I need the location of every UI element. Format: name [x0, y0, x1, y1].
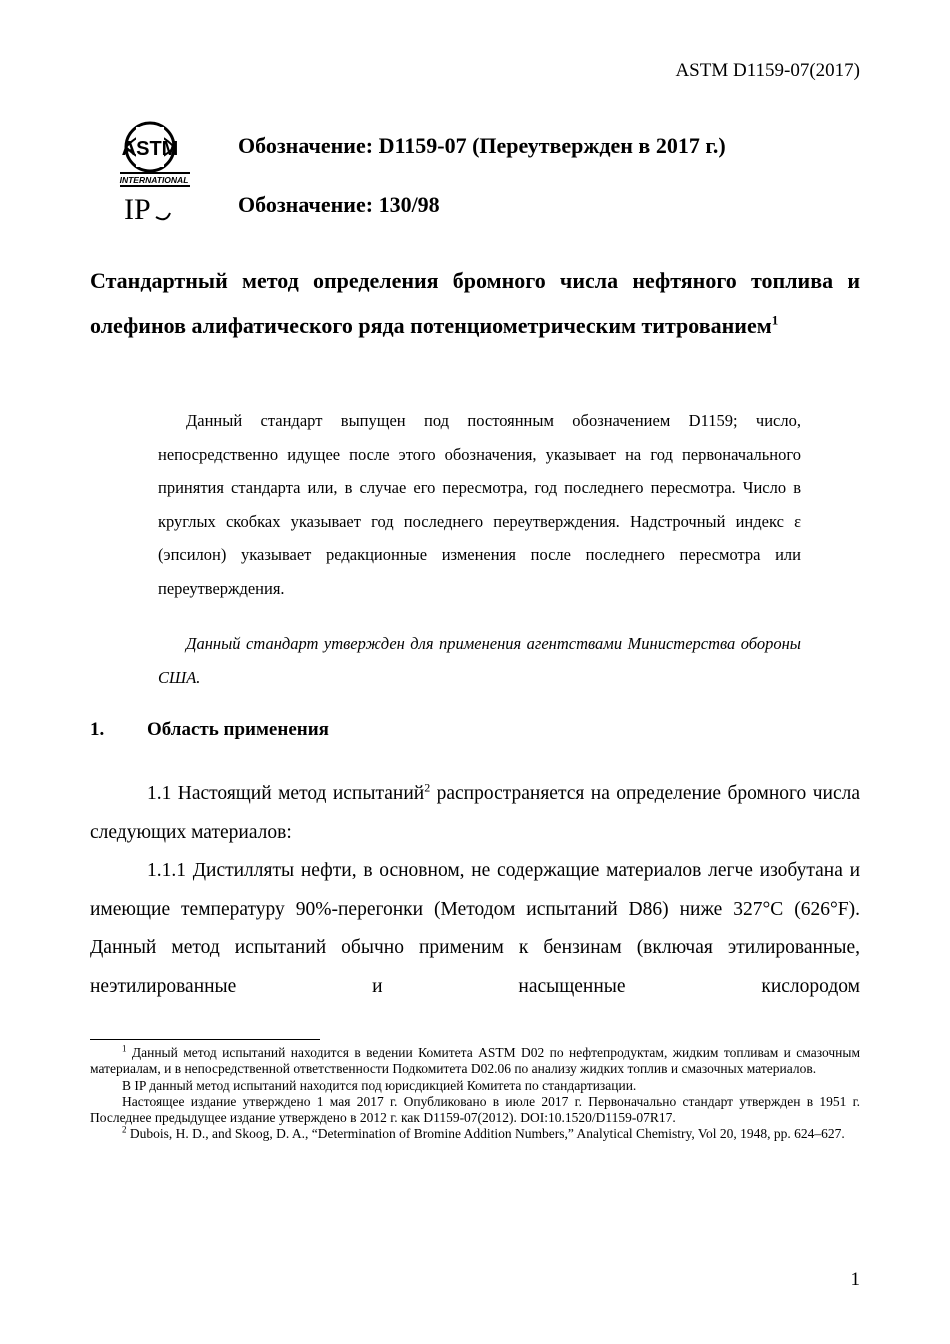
standard-notice: [158, 404, 801, 605]
logos: [112, 117, 196, 230]
paragraph-1-1-text: 1.1 Настоящий метод испытаний: [147, 783, 425, 804]
astm-logo-subtitle: INTERNATIONAL: [119, 175, 189, 185]
section-heading: [90, 719, 329, 741]
section-body: [90, 775, 860, 1007]
title-text: Стандартный метод определения бромного числа нефтяного топлива и олефинов алифатического ряда потенциометрическим титрованием: [90, 268, 860, 338]
dod-approval-notice: [158, 627, 801, 694]
notice-paragraph: Данный стандарт выпущен под постоянным обозначением D1159; число, непосредственно идущее после этого обозначения, указывает на год первоначального принятия стандарта или, в случае его пересмотра, год последнего пересмотра. Число в круглых скобках указывает год последнего переутверждения. Надстрочный индекс ε (эпсилон) указывает редакционные изменения после последнего пересмотра или переутверждения.: [158, 411, 801, 598]
paragraph-1-1-rest: распространяется на определение бромного числа следующих материалов:: [90, 783, 860, 843]
astm-designation: Обозначение: D1159-07 (Переутвержден в 2017 г.): [238, 133, 726, 158]
paragraph-1-1-1: 1.1.1 Дистилляты нефти, в основном, не содержащие материалов легче изобутана и имеющие температуру 90%-перегонки (Методом испытаний D86) ниже 327°C (626°F). Данный метод испытаний обычно применим к бензинам (включая этилированные, неэтилированные и насыщенные кислородом: [90, 860, 860, 997]
section-title: Область применения: [147, 719, 329, 740]
document-reference: ASTM D1159-07(2017): [675, 60, 860, 81]
footnote-1-edition: Настоящее издание утверждено 1 мая 2017 г. Опубликовано в июле 2017 г. Первоначально стандарт утвержден в 1951 г. Последнее предыдущее издание утверждено в 2012 г. как D1159-07(2012). DOI:10.1520/D1159-07R17.: [90, 1093, 860, 1126]
document-title: [90, 258, 860, 348]
footnote-2-mark: 2: [122, 1124, 127, 1135]
footnote-2-text: Dubois, H. D., and Skoog, D. A., “Determination of Bromine Addition Numbers,” Analytical Chemistry, Vol 20, 1948, pp. 624–627.: [126, 1126, 845, 1142]
footnote-2: [90, 1126, 860, 1142]
footnote-divider: [90, 1039, 320, 1040]
footnote-1-text: Данный метод испытаний находится в ведении Комитета ASTM D02 по нефтепродуктам, жидким топливам и смазочным материалам, и в непосредственной ответственности Подкомитета D02.06 по анализу жидких топлив и смазочных материалов.: [90, 1045, 860, 1077]
title-footnote-ref: 1: [771, 312, 779, 328]
astm-logo: [112, 117, 196, 225]
astm-logo-text: ASTM: [121, 138, 179, 160]
ip-designation: Обозначение: 130/98: [238, 192, 440, 217]
notice-italic: Данный стандарт утвержден для применения агентствами Министерства обороны США.: [158, 634, 801, 687]
ip-logo-text: IP: [124, 193, 151, 225]
section-number: 1.: [90, 719, 105, 740]
footnote-1-ip: В IP данный метод испытаний находится под юрисдикцией Комитета по стандартизации.: [122, 1077, 637, 1093]
footnote-1-mark: 1: [122, 1043, 127, 1054]
paragraph-1-1: [90, 775, 860, 852]
footnote-ref-2: 2: [424, 780, 431, 795]
footnotes: [90, 1045, 860, 1143]
page-number: 1: [850, 1269, 860, 1290]
footnote-1: [90, 1045, 860, 1078]
